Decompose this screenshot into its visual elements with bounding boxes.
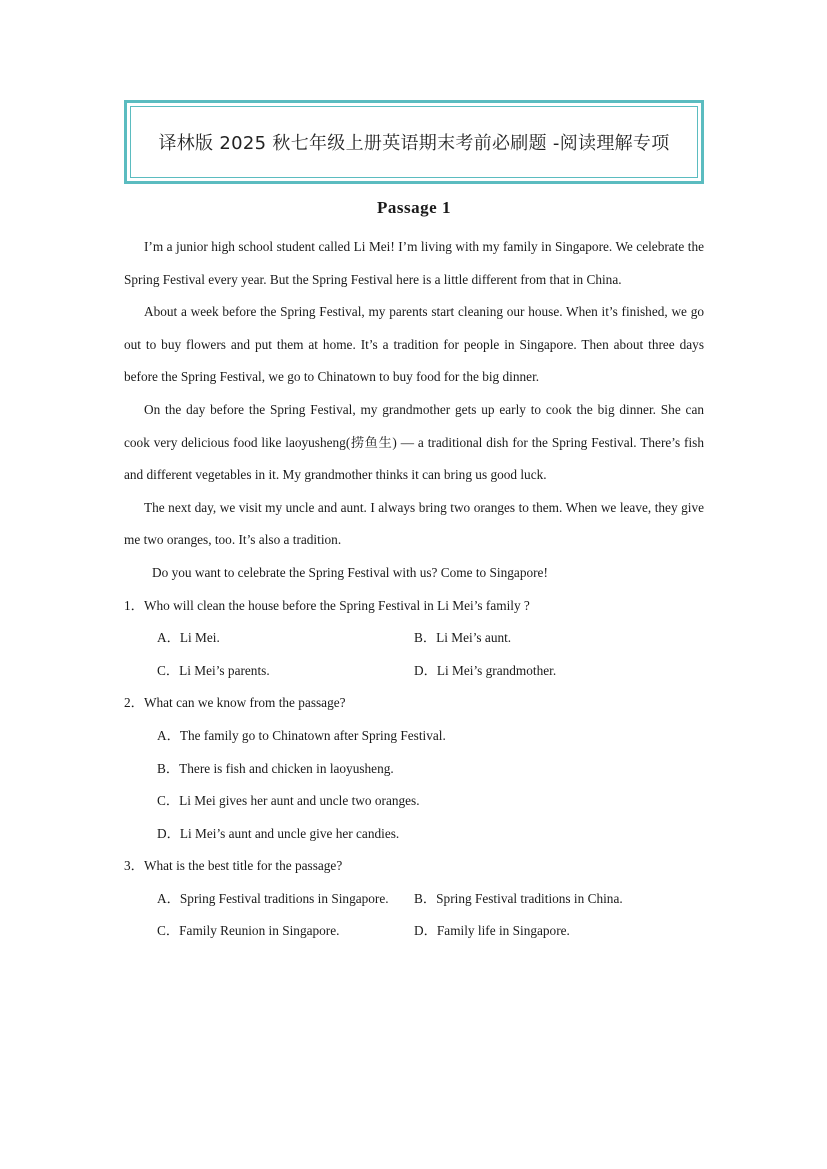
- worksheet-page: [124, 100, 704, 948]
- question-3-option-d[interactable]: D．Family life in Singapore.: [414, 923, 570, 939]
- passage-paragraph-2: About a week before the Spring Festival, my parents start cleaning our house. When it’s finished, we go out to buy flowers and put them at home. It’s a tradition for people in Singapore. Then about three days before the Spring Festival, we go to Chinatown to buy food for the big dinner.: [124, 304, 704, 385]
- worksheet-title: 译林版 2025 秋七年级上册英语期末考前必刷题 -阅读理解专项: [130, 106, 698, 178]
- question-2-option-c[interactable]: C．Li Mei gives her aunt and uncle two oranges.: [157, 793, 420, 809]
- question-3-option-b[interactable]: B．Spring Festival traditions in China.: [414, 890, 623, 906]
- question-1-option-d[interactable]: D．Li Mei’s grandmother.: [414, 662, 557, 678]
- question-1-stem: 1．Who will clean the house before the Spring Festival in Li Mei’s family ?: [124, 597, 530, 613]
- question-1-option-a[interactable]: A．Li Mei.: [157, 630, 220, 646]
- passage-paragraph-3: On the day before the Spring Festival, my grandmother gets up early to cook the big dinner. She can cook very delicious food like laoyusheng(捞鱼生) — a traditional dish for the Spring Festival. There’s fish and different vegetables in it. My grandmother thinks it can bring us good luck.: [124, 401, 704, 483]
- question-3-option-a[interactable]: A．Spring Festival traditions in Singapore.: [157, 890, 389, 906]
- question-2-option-b[interactable]: B．There is fish and chicken in laoyusheng.: [157, 760, 394, 776]
- question-3-option-c[interactable]: C．Family Reunion in Singapore.: [157, 923, 340, 939]
- question-3-options: [124, 883, 704, 948]
- question-2-stem: 2．What can we know from the passage?: [124, 695, 346, 711]
- question-2-option-a[interactable]: A．The family go to Chinatown after Spring Festival.: [157, 727, 446, 743]
- question-1-option-b[interactable]: B．Li Mei’s aunt.: [414, 630, 512, 646]
- passage-title: Passage 1: [377, 198, 451, 217]
- question-1-options: [124, 622, 704, 687]
- question-2-options: [124, 720, 704, 850]
- passage-closing: Do you want to celebrate the Spring Festival with us? Come to Singapore!: [152, 564, 548, 580]
- question-2-option-d[interactable]: D．Li Mei’s aunt and uncle give her candies.: [157, 825, 400, 841]
- passage-paragraph-4: The next day, we visit my uncle and aunt. I always bring two oranges to them. When we leave, they give me two oranges, too. It’s also a tradition.: [124, 499, 704, 548]
- question-3-stem: 3．What is the best title for the passage?: [124, 858, 343, 874]
- passage-paragraph-1: I’m a junior high school student called Li Mei! I’m living with my family in Singapore. We celebrate the Spring Festival every year. But the Spring Festival here is a little different from that in China.: [124, 239, 704, 287]
- title-box: [124, 100, 704, 184]
- question-1-option-c[interactable]: C．Li Mei’s parents.: [157, 662, 270, 678]
